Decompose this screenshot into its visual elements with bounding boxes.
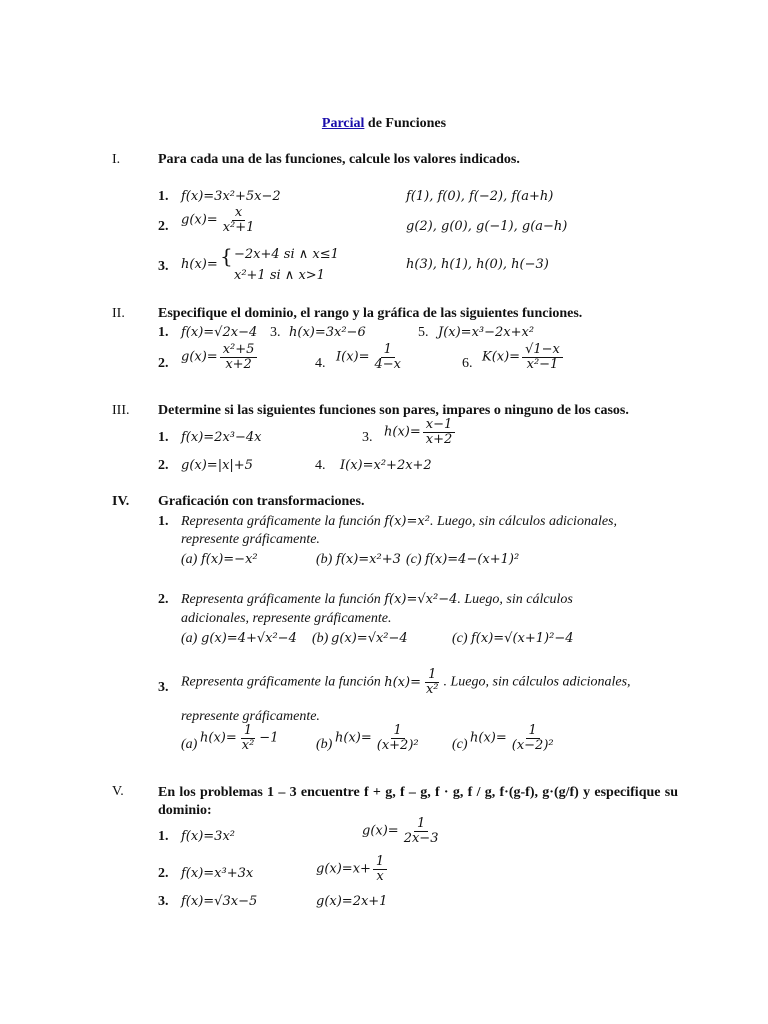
- section-heading: Especifique el dominio, el rango y la gráfica de las siguientes funciones.: [158, 306, 583, 321]
- item-number: 1.: [158, 325, 169, 340]
- item-number: 3.: [362, 430, 373, 445]
- instruction-text: Representa gráficamente la función h(x)= $\frac{1}{\text{x²}}$ . Luego, sin cálculos adicionales,: [181, 667, 631, 697]
- values-to-evaluate: h(3), h(1), h(0), h(−3): [406, 257, 549, 272]
- function-expression: g(x)=√x²−4: [331, 631, 408, 646]
- function-expression: h(x)= $\frac{x-1}{x+2}$: [384, 418, 457, 446]
- option-label: (a): [181, 552, 198, 567]
- section-heading: Graficación con transformaciones.: [158, 494, 365, 509]
- function-expression: g(x)= $\frac{x}{\text{x²+1}}$: [181, 205, 255, 235]
- item-number: 1.: [158, 430, 169, 445]
- option-label: (a): [181, 631, 198, 646]
- option-label: (a): [181, 737, 198, 752]
- option-label: (c): [452, 737, 468, 752]
- section-heading: Para cada una de las funciones, calcule los valores indicados.: [158, 152, 520, 167]
- item-number: 5.: [418, 325, 429, 340]
- function-expression: f(x)=√2x−4: [181, 325, 258, 340]
- piecewise-case: x²+1 si ∧ x>1: [234, 268, 325, 283]
- function-expression: f(x)=3x²+5x−2: [181, 189, 281, 204]
- item-number: 3.: [158, 680, 169, 695]
- function-expression: I(x)=x²+2x+2: [340, 458, 432, 473]
- section-numeral: V.: [112, 784, 124, 799]
- item-number: 4.: [315, 458, 326, 473]
- item-number: 2.: [158, 866, 169, 881]
- item-number: 3.: [158, 259, 169, 274]
- brace: {: [220, 244, 233, 268]
- instruction-text: Representa gráficamente la función f(x)=x². Luego, sin cálculos adicionales,: [181, 514, 617, 529]
- function-expression: h(x)= $\frac{1}{\text{(x+2)²}}$: [335, 723, 419, 753]
- item-number: 2.: [158, 592, 169, 607]
- item-number: 6.: [462, 356, 473, 371]
- section-heading: En los problemas 1 – 3 encuentre f + g, f – g, f · g, f / g, f·(g-f), g·(g/f) y especifique su dominio:: [158, 785, 678, 818]
- function-expression: h(x)= $\frac{1}{\text{(x−2)²}}$: [470, 723, 554, 753]
- section-numeral: IV.: [112, 494, 130, 509]
- function-expression: g(x)=x+ $\frac{1}{x}$: [316, 855, 389, 883]
- item-number: 2.: [158, 219, 169, 234]
- item-number: 2.: [158, 458, 169, 473]
- option-label: (c): [406, 552, 422, 567]
- section-numeral: III.: [112, 403, 130, 418]
- instruction-text: represente gráficamente.: [181, 532, 320, 547]
- option-label: (b): [316, 552, 333, 567]
- item-number: 2.: [158, 356, 169, 371]
- instruction-text: adicionales, represente gráficamente.: [181, 611, 392, 626]
- instruction-text: represente gráficamente.: [181, 709, 320, 724]
- option-label: (c): [452, 631, 468, 646]
- function-expression: I(x)= $\frac{1}{4-x}$: [336, 342, 402, 372]
- title-link[interactable]: Parcial: [321, 116, 365, 131]
- function-expression: h(x)=3x²−6: [289, 325, 366, 340]
- function-expression: g(x)= $\frac{\text{x²+5}}{x+2}$: [181, 343, 259, 371]
- function-expression: f(x)=x³+3x: [181, 866, 254, 881]
- function-expression: f(x)=4−(x+1)²: [425, 552, 520, 567]
- function-expression: f(x)=−x²: [201, 552, 258, 567]
- function-expression: f(x)=√(x+1)²−4: [471, 631, 574, 646]
- item-number: 1.: [158, 514, 169, 529]
- section-numeral: I.: [112, 152, 121, 167]
- function-expression: J(x)=x³−2x+x²: [438, 325, 535, 340]
- function-expression: g(x)=4+√x²−4: [201, 631, 297, 646]
- function-expression: f(x)=x²+3: [336, 552, 401, 567]
- function-expression: g(x)= $\frac{1}{2x-3}$: [362, 816, 439, 846]
- item-number: 1.: [158, 189, 169, 204]
- values-to-evaluate: g(2), g(0), g(−1), g(a−h): [406, 219, 568, 234]
- item-number: 3.: [158, 894, 169, 909]
- piecewise-lhs: h(x)=: [181, 257, 218, 272]
- function-expression: h(x)= $\frac{1}{\text{x²}}$ −1: [200, 723, 279, 753]
- piecewise-case: −2x+4 si ∧ x≤1: [234, 247, 339, 262]
- section-numeral: II.: [112, 306, 125, 321]
- function-expression: K(x)= $\frac{√1-x}{\text{x²−1}}$: [482, 343, 565, 371]
- item-number: 1.: [158, 829, 169, 844]
- item-number: 3.: [270, 325, 281, 340]
- function-expression: f(x)=2x³−4x: [181, 430, 262, 445]
- item-number: 4.: [315, 356, 326, 371]
- instruction-text: Representa gráficamente la función f(x)=√x²−4. Luego, sin cálculos: [181, 592, 573, 607]
- values-to-evaluate: f(1), f(0), f(−2), f(a+h): [406, 189, 554, 204]
- option-label: (b): [316, 737, 333, 752]
- section-heading: Determine si las siguientes funciones son pares, impares o ninguno de los casos.: [158, 403, 629, 418]
- page-title: Parcial de Funciones: [321, 116, 447, 131]
- function-expression: g(x)=|x|+5: [181, 458, 253, 473]
- function-expression: f(x)=√3x−5: [181, 894, 258, 909]
- option-label: (b): [312, 631, 329, 646]
- function-expression: f(x)=3x²: [181, 829, 235, 844]
- function-expression: g(x)=2x+1: [316, 894, 388, 909]
